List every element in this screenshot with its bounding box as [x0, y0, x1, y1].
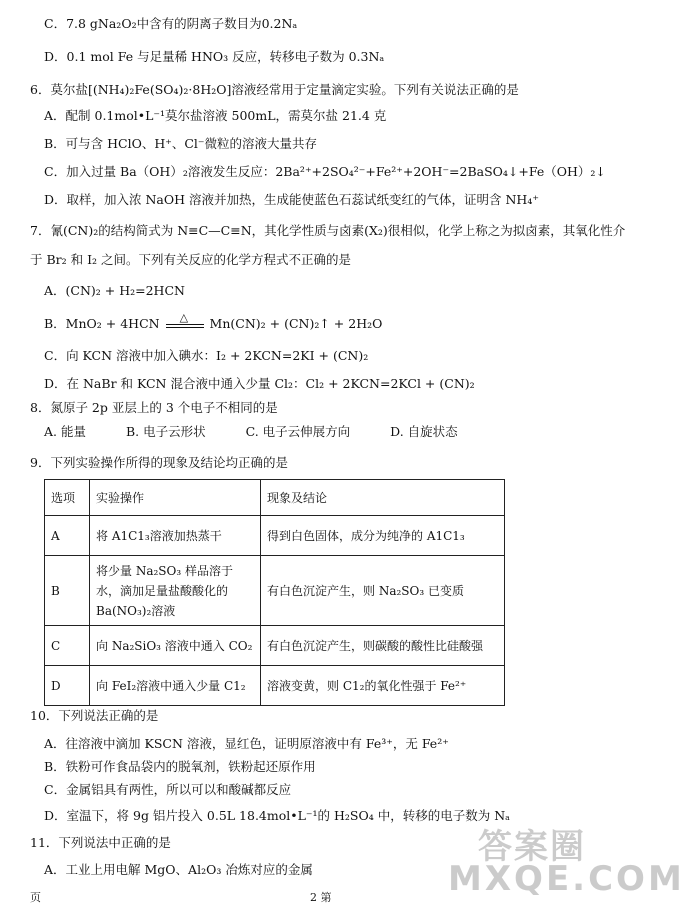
table-cell-operation: 将少量 Na₂SO₃ 样品溶于水，滴加足量盐酸酸化的 Ba(NO₃)₂溶液	[90, 556, 261, 626]
q8-stem: 8．氮原子 2p 亚层上的 3 个电子不相同的是	[30, 400, 278, 415]
table-cell-result: 有白色沉淀产生，则碳酸的酸性比硅酸强	[261, 626, 505, 666]
watermark-logo	[438, 819, 685, 899]
table-cell-result: 溶液变黄，则 C1₂的氧化性强于 Fe²⁺	[261, 666, 505, 706]
table-header-row	[45, 480, 505, 516]
q7-option-d: D．在 NaBr 和 KCN 混合液中通入少量 Cl₂：Cl₂ + 2KCN=2KCl + (CN)₂	[44, 376, 475, 391]
table-cell-result: 有白色沉淀产生，则 Na₂SO₃ 已变质	[261, 556, 505, 626]
q7-option-c: C．向 KCN 溶液中加入碘水：I₂ + 2KCN=2KI + (CN)₂	[44, 348, 369, 363]
q7-stem-line1: 7．氰(CN)₂的结构简式为 N≡C—C≡N，其化学性质与卤素(X₂)很相似，化学上称之为拟卤素，其氧化性介	[30, 223, 626, 238]
q10-stem: 10．下列说法正确的是	[30, 708, 159, 723]
q9-table	[44, 479, 505, 706]
watermark-site-text: MXQE.COM	[448, 859, 685, 899]
table-header-cell: 现象及结论	[261, 480, 505, 516]
table-row	[45, 516, 505, 556]
table-cell-result: 得到白色固体，成分为纯净的 A1C1₃	[261, 516, 505, 556]
heat-triangle-icon: △	[179, 311, 189, 324]
q7-option-b-left: B．MnO₂ + 4HCN	[44, 316, 160, 331]
table-header-cell: 选项	[45, 480, 90, 516]
q6-option-a: A．配制 0.1mol•L⁻¹莫尔盐溶液 500mL，需莫尔盐 21.4 克	[44, 108, 387, 123]
q6-stem: 6．莫尔盐[(NH₄)₂Fe(SO₄)₂·8H₂O]溶液经常用于定量滴定实验。下列有关说法正确的是	[30, 82, 519, 97]
heating-equals-sign	[166, 311, 204, 330]
table-cell-option: D	[45, 666, 90, 706]
q8-option-a: A. 能量	[44, 424, 86, 439]
table-cell-option: A	[45, 516, 90, 556]
q11-option-a: A．工业上用电解 MgO、Al₂O₃ 冶炼对应的金属	[44, 862, 313, 877]
q10-option-c: C．金属铝具有两性，所以可以和酸碱都反应	[44, 782, 292, 797]
q8-option-b: B. 电子云形状	[125, 424, 206, 439]
table-row	[45, 666, 505, 706]
q10-option-d: D．室温下，将 9g 铝片投入 0.5L 18.4mol•L⁻¹的 H₂SO₄ 中，转移的电子数为 Nₐ	[44, 808, 510, 823]
q10-option-b: B．铁粉可作食品袋内的脱氧剂，铁粉起还原作用	[44, 759, 316, 774]
footer-left: 页	[30, 891, 41, 904]
q8-options	[44, 424, 458, 440]
table-cell-option: C	[45, 626, 90, 666]
footer-page-number: 2 第	[310, 891, 332, 904]
q6-option-c: C．加入过量 Ba（OH）₂溶液发生反应：2Ba²⁺+2SO₄²⁻+Fe²⁺+2OH⁻=2BaSO₄↓+Fe（OH）₂↓	[44, 164, 606, 179]
table-cell-operation: 向 Na₂SiO₃ 溶液中通入 CO₂	[90, 626, 261, 666]
q9-stem: 9．下列实验操作所得的现象及结论均正确的是	[30, 455, 288, 470]
q7-option-b	[44, 311, 383, 332]
table-cell-operation: 向 FeI₂溶液中通入少量 C1₂	[90, 666, 261, 706]
table-header-cell: 实验操作	[90, 480, 261, 516]
table-row	[45, 556, 505, 626]
q5-option-d: D．0.1 mol Fe 与足量稀 HNO₃ 反应，转移电子数为 0.3Nₐ	[44, 49, 385, 64]
q8-option-d: D. 自旋状态	[390, 424, 458, 439]
table-row	[45, 626, 505, 666]
q5-option-c: C．7.8 gNa₂O₂中含有的阴离子数目为0.2Nₐ	[44, 16, 298, 31]
table-cell-operation: 将 A1C1₃溶液加热蒸干	[90, 516, 261, 556]
q7-option-b-right: Mn(CN)₂ + (CN)₂↑ + 2H₂O	[209, 316, 383, 331]
q8-option-c: C. 电子云伸展方向	[245, 424, 351, 439]
q7-option-a: A．(CN)₂ + H₂=2HCN	[44, 283, 185, 298]
table-cell-option: B	[45, 556, 90, 626]
q6-option-d: D．取样，加入浓 NaOH 溶液并加热，生成能使蓝色石蕊试纸变红的气体，证明含 NH₄⁺	[44, 192, 539, 207]
q6-option-b: B．可与含 HClO、H⁺、Cl⁻微粒的溶液大量共存	[44, 136, 318, 151]
watermark-chinese-text: 答案圈	[478, 827, 586, 867]
q10-option-a: A．往溶液中滴加 KSCN 溶液，显红色，证明原溶液中有 Fe³⁺，无 Fe²⁺	[44, 736, 449, 751]
q11-stem: 11．下列说法中正确的是	[30, 835, 171, 850]
q7-stem-line2: 于 Br₂ 和 I₂ 之间。下列有关反应的化学方程式不正确的是	[30, 252, 352, 267]
